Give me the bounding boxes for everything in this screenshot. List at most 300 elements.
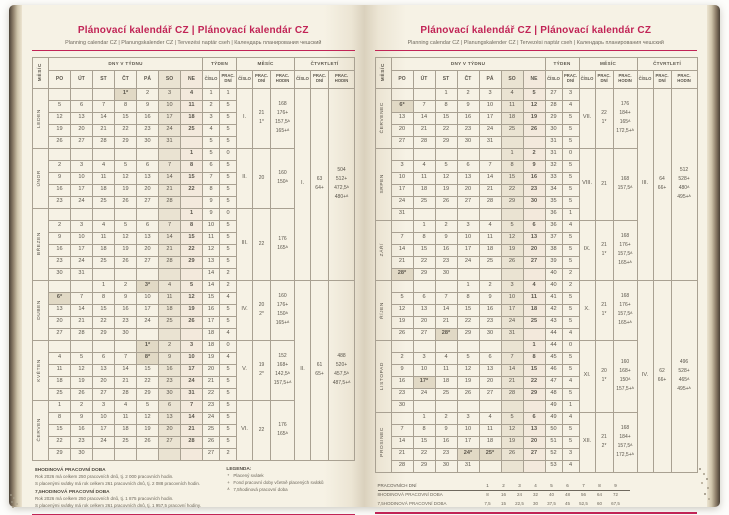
day-cell: 13: [159, 412, 181, 424]
legend-block: [226, 466, 351, 510]
day-cell: 8: [93, 292, 115, 304]
day-cell: 4: [435, 352, 457, 364]
day-cell: 17: [479, 112, 501, 124]
month-column-header: MĚSÍC: [375, 57, 391, 88]
day-cell: 29: [49, 448, 71, 460]
week-number: 43: [545, 316, 562, 328]
day-cell: [181, 448, 203, 460]
day-cell: 30: [523, 196, 545, 208]
quarter-workhours-header: PRAC. HODIN: [671, 70, 697, 88]
day-cell: [457, 268, 479, 280]
day-cell: 1: [181, 148, 203, 160]
legend-title: LEGENDA:: [226, 466, 252, 472]
day-cell: [115, 148, 137, 160]
day-cell: 9: [137, 100, 159, 112]
day-header-pá: PÁ: [137, 70, 159, 88]
day-cell: 16: [49, 184, 71, 196]
day-cell: 10: [391, 172, 413, 184]
day-cell: 7: [181, 400, 203, 412]
day-cell: 3: [159, 88, 181, 100]
day-cell: [413, 400, 435, 412]
workhours-row-label: 7,5HODINOVÁ PRACOVNÍ DOBA: [377, 500, 447, 506]
day-cell: 8*: [137, 352, 159, 364]
day-cell: [479, 208, 501, 220]
day-cell: 4: [479, 220, 501, 232]
day-cell: 21: [159, 184, 181, 196]
day-cell: 2: [479, 280, 501, 292]
day-cell: 19: [435, 184, 457, 196]
day-cell: [181, 196, 203, 208]
month-workhours: 160 150ᴬ: [277, 170, 288, 185]
workhours-value: 30: [532, 500, 538, 506]
day-cell: 30: [479, 328, 501, 340]
day-cell: 11: [479, 232, 501, 244]
day-cell: 23: [115, 316, 137, 328]
day-cell: [115, 340, 137, 352]
workdays-count-value: 4: [534, 482, 537, 488]
day-cell: 14: [501, 364, 523, 376]
week-number: 40: [545, 280, 562, 292]
day-cell: 6: [413, 292, 435, 304]
week-number: 20: [203, 364, 220, 376]
day-cell: 9: [435, 232, 457, 244]
day-header-st: ST: [435, 70, 457, 88]
day-cell: 30: [159, 388, 181, 400]
month-workdays: 20 1*: [601, 368, 607, 383]
day-cell: 17: [501, 304, 523, 316]
week-number: 3: [203, 112, 220, 124]
day-cell: 31: [391, 208, 413, 220]
day-cell: 20: [137, 244, 159, 256]
day-cell: 24: [181, 376, 203, 388]
week-workdays: 4: [562, 220, 579, 232]
quarter-group-header: ČTVRTLETÍ: [295, 57, 355, 70]
day-header-út: ÚT: [413, 70, 435, 88]
day-cell: 10: [501, 292, 523, 304]
week-workdays: 5: [220, 364, 237, 376]
day-cell: 28: [413, 136, 435, 148]
month-numeral: XII.: [579, 412, 595, 472]
week-number: 21: [203, 376, 220, 388]
footnote-8h-title: 8HODINOVÁ PRACOVNÍ DOBA: [35, 467, 106, 473]
day-cell: 1: [523, 340, 545, 352]
week-number: 49: [545, 400, 562, 412]
workhours-value: 22,5: [515, 500, 524, 506]
day-cell: 30: [435, 460, 457, 472]
month-numeral: IV.: [237, 280, 253, 340]
day-cell: 24: [391, 196, 413, 208]
day-cell: 18: [93, 184, 115, 196]
week-workdays: 5: [562, 256, 579, 268]
title-rule: [32, 50, 355, 51]
day-cell: 12: [115, 172, 137, 184]
day-cell: 31: [71, 268, 93, 280]
week-workdays: 4: [220, 352, 237, 364]
month-workhours: 160 168+ 150ᴬ 157,5+ᴬ: [616, 359, 634, 392]
day-cell: 16: [115, 304, 137, 316]
day-cell: 10: [413, 364, 435, 376]
week-workdays: 5: [220, 316, 237, 328]
day-cell: 15: [523, 364, 545, 376]
day-cell: 25: [501, 124, 523, 136]
week-workdays: 5: [562, 232, 579, 244]
week-workdays: 4: [562, 328, 579, 340]
month-number-header: ČÍSLO: [579, 70, 595, 88]
week-number: 42: [545, 304, 562, 316]
legend-item-text: Placený svátek: [233, 473, 264, 479]
day-cell: 27: [93, 388, 115, 400]
day-cell: [435, 148, 457, 160]
day-cell: 24: [479, 124, 501, 136]
day-cell: 8: [413, 232, 435, 244]
day-cell: [391, 412, 413, 424]
month-workhours: 168 157,5ᴬ: [617, 176, 633, 191]
month-workhours-header: PRAC. HODIN: [613, 70, 637, 88]
day-cell: 19: [523, 112, 545, 124]
day-cell: 18: [479, 436, 501, 448]
workhours-row-8h: [378, 491, 630, 500]
week-number: 31: [545, 136, 562, 148]
page-title: Plánovací kalendář CZ | Plánovací kalendár CZ: [420, 25, 652, 36]
day-cell: 16: [159, 364, 181, 376]
day-cell: 13: [71, 112, 93, 124]
day-cell: 11: [413, 172, 435, 184]
footnotes: [32, 466, 355, 510]
day-cell: 13: [93, 364, 115, 376]
week-workdays: 5: [220, 124, 237, 136]
workhours-value: 16: [500, 492, 506, 498]
week-workdays: 2: [562, 268, 579, 280]
week-number: 26: [203, 436, 220, 448]
day-cell: 2: [435, 412, 457, 424]
month-name-únor: ÚNOR: [33, 148, 49, 208]
day-cell: 17: [457, 436, 479, 448]
month-workhours: 168 184+ 157,5ᴬ 172,5+ᴬ: [616, 425, 634, 458]
day-cell: [435, 340, 457, 352]
day-cell: [137, 328, 159, 340]
day-cell: [93, 208, 115, 220]
day-cell: 12: [523, 100, 545, 112]
calendar-left-half: [32, 57, 355, 461]
day-cell: 25: [413, 196, 435, 208]
day-cell: 30: [49, 268, 71, 280]
week-workdays: 5: [562, 136, 579, 148]
workdays-conversion-table: [375, 482, 633, 509]
day-cell: 27: [137, 256, 159, 268]
calendar-table: [375, 57, 698, 473]
day-cell: 27: [71, 136, 93, 148]
days-group-header: DNY V TÝDNU: [391, 57, 545, 70]
day-cell: 2: [49, 220, 71, 232]
day-cell: 4: [159, 280, 181, 292]
day-cell: 4: [115, 400, 137, 412]
week-number: 7: [203, 172, 220, 184]
day-cell: [391, 148, 413, 160]
day-cell: 11: [93, 232, 115, 244]
day-cell: [93, 268, 115, 280]
week-number: 47: [545, 376, 562, 388]
week-workdays-header: PRAC. DNÍ: [562, 70, 579, 88]
week-workdays: 5: [220, 424, 237, 436]
week-workdays: 5: [220, 112, 237, 124]
day-cell: 14: [159, 172, 181, 184]
day-cell: 13: [457, 172, 479, 184]
page-stack-edge-left: [9, 5, 22, 507]
day-cell: 9: [435, 424, 457, 436]
day-cell: 5: [435, 160, 457, 172]
week-workdays: 5: [220, 184, 237, 196]
day-cell: 22: [501, 184, 523, 196]
day-cell: 14: [115, 364, 137, 376]
week-workdays: 5: [562, 364, 579, 376]
day-cell: 25: [115, 436, 137, 448]
day-cell: 21: [413, 124, 435, 136]
week-number: 48: [545, 388, 562, 400]
week-number: 11: [203, 232, 220, 244]
week-workdays: 1: [562, 400, 579, 412]
day-cell: 7: [479, 160, 501, 172]
day-cell: 27: [523, 448, 545, 460]
day-cell: [479, 400, 501, 412]
day-cell: [49, 340, 71, 352]
day-cell: 23: [435, 448, 457, 460]
day-cell: 23: [435, 256, 457, 268]
day-cell: 7: [501, 352, 523, 364]
day-cell: 7: [115, 352, 137, 364]
day-cell: 29: [413, 460, 435, 472]
day-cell: 9: [457, 100, 479, 112]
week-workdays: 5: [562, 196, 579, 208]
week-workdays: 4: [562, 460, 579, 472]
day-cell: 1: [501, 148, 523, 160]
day-cell: [413, 340, 435, 352]
day-cell: 28*: [391, 268, 413, 280]
day-cell: 14: [71, 304, 93, 316]
day-cell: 15: [413, 436, 435, 448]
week-workdays: 5: [562, 292, 579, 304]
workdays-count-value: 7: [582, 482, 585, 488]
day-cell: 1: [181, 208, 203, 220]
day-cell: 24: [457, 256, 479, 268]
month-workhours-header: PRAC. HODIN: [271, 70, 295, 88]
quarter-workhours-header: PRAC. HODIN: [329, 70, 355, 88]
week-number: 18: [203, 340, 220, 352]
day-cell: 14: [93, 112, 115, 124]
week-workdays: 4: [220, 292, 237, 304]
day-cell: 23: [49, 256, 71, 268]
day-cell: 7: [71, 292, 93, 304]
day-cell: 17: [71, 244, 93, 256]
week-workdays: 5: [220, 412, 237, 424]
day-cell: 2: [137, 88, 159, 100]
day-cell: 8: [181, 220, 203, 232]
day-header-so: SO: [159, 70, 181, 88]
quarter-workdays: 64 66+: [657, 176, 667, 191]
week-number: 9: [203, 208, 220, 220]
day-cell: 6: [137, 160, 159, 172]
day-cell: 7: [413, 100, 435, 112]
month-group-header: MĚSÍC: [237, 57, 295, 70]
week-number: 30: [545, 124, 562, 136]
month-numeral: IX.: [579, 220, 595, 280]
week-number: 29: [545, 112, 562, 124]
day-cell: [501, 340, 523, 352]
week-number: 39: [545, 256, 562, 268]
week-number: 44: [545, 340, 562, 352]
month-number-header: ČÍSLO: [237, 70, 253, 88]
month-workdays-header: PRAC. DNÍ: [595, 70, 613, 88]
workhours-value: 7,5: [484, 500, 491, 506]
day-cell: 26: [181, 316, 203, 328]
week-number: 14: [203, 268, 220, 280]
day-cell: 15: [435, 112, 457, 124]
month-name-říjen: ŘÍJEN: [375, 280, 391, 340]
week-workdays: 5: [220, 220, 237, 232]
workdays-count-value: 5: [550, 482, 553, 488]
month-workhours: 152 168+ 142,5ᴬ 157,5+ᴬ: [273, 353, 292, 386]
day-cell: [479, 460, 501, 472]
week-number: 33: [545, 172, 562, 184]
day-cell: [181, 136, 203, 148]
day-cell: 19: [71, 376, 93, 388]
quarter-workdays-header: PRAC. DNÍ: [653, 70, 671, 88]
day-cell: 16: [71, 424, 93, 436]
day-cell: 8: [115, 100, 137, 112]
workhours-value: 45: [564, 500, 570, 506]
week-workdays: 5: [220, 436, 237, 448]
week-workdays: 5: [562, 388, 579, 400]
day-cell: 9: [479, 292, 501, 304]
day-cell: 8: [49, 412, 71, 424]
day-cell: 10: [137, 292, 159, 304]
quarter-workdays-header: PRAC. DNÍ: [311, 70, 329, 88]
day-cell: 11: [49, 364, 71, 376]
day-cell: 31: [159, 136, 181, 148]
day-cell: 4: [479, 412, 501, 424]
workdays-count-label: PRACOVNÍCH DNÍ: [377, 482, 417, 488]
day-cell: 6: [159, 400, 181, 412]
day-cell: 20: [71, 124, 93, 136]
title-rule: [375, 50, 698, 51]
day-cell: 22: [435, 124, 457, 136]
day-header-po: PO: [49, 70, 71, 88]
day-cell: 20: [457, 184, 479, 196]
quarter-numeral: IV.: [637, 280, 653, 472]
workdays-count-value: 3: [518, 482, 521, 488]
day-cell: 20: [413, 316, 435, 328]
month-numeral: II.: [237, 148, 253, 208]
day-cell: 6: [523, 412, 545, 424]
day-cell: 2: [435, 220, 457, 232]
month-name-prosinec: PROSINEC: [375, 412, 391, 472]
day-cell: 7: [159, 160, 181, 172]
day-cell: 4: [181, 88, 203, 100]
day-cell: 18: [115, 424, 137, 436]
day-cell: 12: [71, 364, 93, 376]
day-cell: 11: [435, 364, 457, 376]
day-cell: 5: [115, 160, 137, 172]
day-cell: 15: [413, 244, 435, 256]
day-cell: [523, 208, 545, 220]
day-cell: 6*: [49, 292, 71, 304]
day-cell: 21: [93, 124, 115, 136]
day-cell: 17: [391, 184, 413, 196]
week-number: 24: [203, 412, 220, 424]
workhours-row-75h: [378, 500, 630, 509]
day-cell: 3: [479, 88, 501, 100]
day-cell: 28: [71, 328, 93, 340]
day-cell: 18: [181, 112, 203, 124]
day-cell: 4: [93, 220, 115, 232]
quarter-numeral: I.: [295, 88, 311, 280]
day-cell: 1: [93, 280, 115, 292]
day-cell: 26: [457, 388, 479, 400]
day-cell: 7: [435, 292, 457, 304]
day-cell: [71, 88, 93, 100]
day-cell: 19: [501, 436, 523, 448]
day-cell: 17: [93, 424, 115, 436]
day-cell: [413, 148, 435, 160]
day-cell: [137, 148, 159, 160]
week-number: 50: [545, 424, 562, 436]
week-number: 16: [203, 304, 220, 316]
day-cell: 17: [71, 184, 93, 196]
day-cell: 12: [501, 232, 523, 244]
day-header-pá: PÁ: [479, 70, 501, 88]
month-workdays: 19 2*: [258, 362, 265, 377]
week-number: 28: [545, 100, 562, 112]
day-cell: 10: [479, 100, 501, 112]
day-cell: 21: [435, 316, 457, 328]
day-cell: 1: [435, 88, 457, 100]
week-workdays: 0: [562, 148, 579, 160]
day-cell: [115, 268, 137, 280]
week-workdays: 5: [220, 100, 237, 112]
workhours-value: 67,5: [611, 500, 620, 506]
page-title: Plánovací kalendář CZ | Plánovací kalendár CZ: [77, 25, 309, 36]
day-cell: 15: [501, 172, 523, 184]
day-cell: 13: [137, 232, 159, 244]
week-number: 53: [545, 460, 562, 472]
week-workdays: 5: [562, 112, 579, 124]
week-number: 34: [545, 184, 562, 196]
day-cell: 22: [413, 448, 435, 460]
day-cell: 6*: [391, 100, 413, 112]
month-workdays: 21: [601, 180, 607, 187]
day-header-čt: ČT: [457, 70, 479, 88]
workhours-value: 24: [516, 492, 522, 498]
day-cell: 14: [435, 304, 457, 316]
workhours-value: 72: [612, 492, 618, 498]
day-cell: 21: [71, 316, 93, 328]
day-cell: 11: [115, 412, 137, 424]
day-cell: [159, 148, 181, 160]
page-stack-edge-right: [707, 5, 720, 507]
day-cell: 26: [115, 196, 137, 208]
day-cell: 16: [435, 436, 457, 448]
day-cell: 27: [391, 136, 413, 148]
day-cell: [137, 448, 159, 460]
week-workdays: 1: [562, 208, 579, 220]
legend-item-fund: [226, 480, 351, 487]
day-cell: 3: [93, 400, 115, 412]
week-number: 19: [203, 352, 220, 364]
day-cell: 22: [181, 244, 203, 256]
day-cell: 25: [49, 388, 71, 400]
day-cell: 17: [137, 304, 159, 316]
day-cell: [49, 208, 71, 220]
footnote-8h-line2: S placenými svátky má rok celkem 261 pracovních dnů, tj. 2 088 pracovních hodin.: [35, 480, 201, 486]
